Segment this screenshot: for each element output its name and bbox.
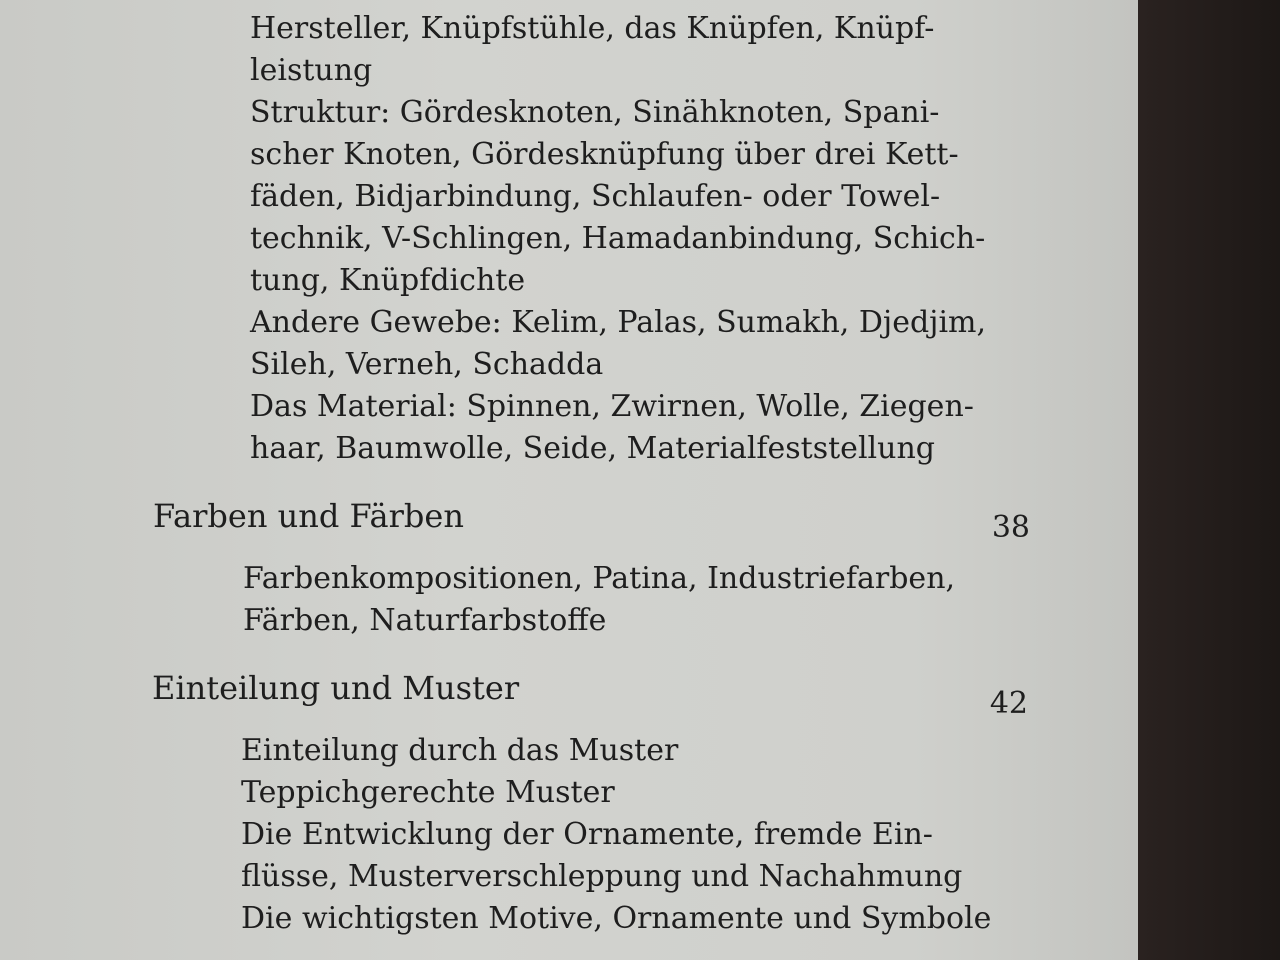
subitem-line: Die Entwicklung der Ornamente, fremde Ein- (241, 817, 933, 852)
subitem-line: Einteilung durch das Muster (241, 733, 679, 768)
subitem-line: Die wichtigsten Motive, Ornamente und Symbole (241, 901, 992, 936)
top-subitems (250, 8, 986, 470)
section-page-number: 38 (991, 510, 1030, 545)
subitem-line: haar, Baumwolle, Seide, Materialfeststellung (250, 431, 935, 466)
section-subitems (241, 730, 991, 940)
section-title: Einteilung und Muster (152, 669, 520, 707)
section-title: Farben und Färben (153, 497, 464, 535)
subitem-line: Andere Gewebe: Kelim, Palas, Sumakh, Djedjim, (250, 305, 987, 340)
subitem-line: Farbenkompositionen, Patina, Industriefarben, (243, 561, 956, 596)
page-edge-shadow (1138, 0, 1280, 960)
subitem-line: technik, V-Schlingen, Hamadanbindung, Schich- (250, 221, 986, 256)
subitem-line: fäden, Bidjarbindung, Schlaufen- oder Towel- (250, 179, 941, 214)
subitem-line: Färben, Naturfarbstoffe (243, 603, 607, 638)
subitem-line: Struktur: Gördesknoten, Sinähknoten, Spani- (250, 95, 940, 130)
subitem-line: Teppichgerechte Muster (241, 775, 615, 810)
subitem-line: flüsse, Musterverschleppung und Nachahmung (241, 859, 963, 894)
subitem-line: Hersteller, Knüpfstühle, das Knüpfen, Knüpf- (250, 11, 935, 46)
subitem-line: scher Knoten, Gördesknüpfung über drei Kett- (250, 137, 959, 172)
subitem-line: Das Material: Spinnen, Zwirnen, Wolle, Ziegen- (250, 389, 974, 424)
subitem-line: Sileh, Verneh, Schadda (250, 347, 604, 382)
section-subitems (243, 558, 955, 642)
subitem-line: leistung (250, 53, 373, 88)
subitem-line: tung, Knüpfdichte (250, 263, 526, 298)
section-page-number: 42 (989, 686, 1028, 721)
